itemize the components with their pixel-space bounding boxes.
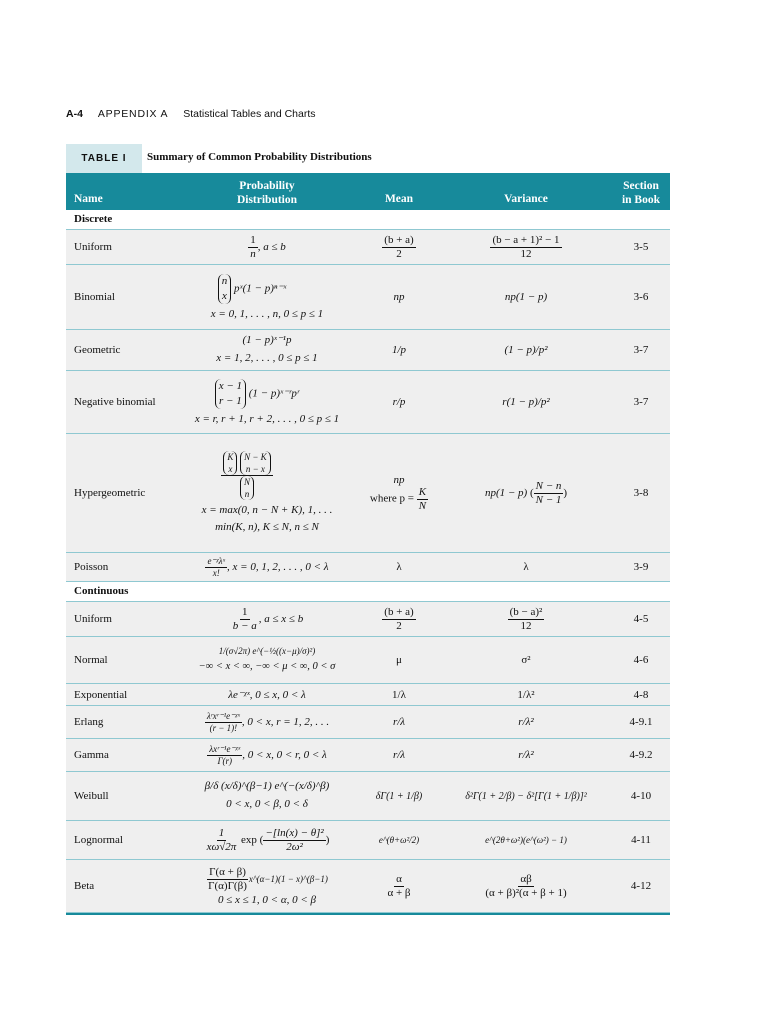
distribution-table: [66, 173, 670, 915]
row-section: 3-6: [633, 291, 649, 303]
row-mean: λ: [396, 561, 402, 573]
row-mean: δΓ(1 + 1/β): [375, 790, 423, 802]
table-row: [66, 821, 670, 860]
table-row: [66, 553, 670, 582]
row-mean: e^(θ+ω²/2): [378, 835, 420, 845]
row-variance: λ: [523, 561, 529, 573]
row-section: 3-7: [633, 344, 649, 356]
table-row: [66, 772, 670, 821]
table-title: Summary of Common Probability Distributions: [147, 151, 372, 163]
row-distribution: $\frac{\text{λʳxʳ⁻¹e⁻ᵡˣ}}{(r - 1)!}$ , 0 < x, r = 1, 2, . . .: [206, 711, 330, 733]
col-mean: Mean: [384, 193, 414, 205]
row-name: Binomial: [74, 291, 115, 303]
row-mean: μ: [396, 654, 402, 666]
row-name: Uniform: [74, 241, 112, 253]
row-variance: $\frac{\text{(b − a + 1)² − 1}}{12}$: [492, 233, 560, 260]
page-number: A-4: [66, 108, 83, 120]
row-name: Poisson: [74, 561, 109, 573]
row-name: Erlang: [74, 716, 104, 728]
row-distribution: β/δ (x/δ)^(β−1) e^(−(x/δ)^β) 0 < x, 0 < β, 0 < δ: [204, 780, 330, 810]
row-section: 4-12: [630, 880, 652, 892]
col-distribution: [176, 179, 358, 207]
row-variance: np(1 − p): [504, 291, 548, 303]
row-name: Gamma: [74, 749, 109, 761]
col-section-line1: Section: [623, 180, 659, 192]
col-section-line2: in Book: [621, 194, 661, 206]
row-name: Hypergeometric: [74, 487, 146, 499]
row-section: 4-9.2: [629, 749, 653, 761]
row-name: Weibull: [74, 790, 109, 802]
table-row: [66, 230, 670, 265]
row-distribution: $\frac{1}{x\omega√2\pi}$ exp ( $\frac{\text{−[ln(x) − θ]²}}{\text{2ω²}}$ ): [206, 826, 330, 853]
row-variance: np(1 − p) ( $\frac{N - n}{N - 1}$ ): [484, 479, 568, 506]
row-name: Geometric: [74, 344, 121, 356]
row-variance: r/λ²: [518, 749, 534, 761]
row-section: 4-8: [633, 688, 649, 701]
table-row: [66, 371, 670, 434]
row-mean: $\frac{(b + a)}{2}$: [384, 233, 414, 260]
section-discrete: Discrete: [66, 210, 670, 230]
row-variance: 1/λ²: [517, 688, 535, 701]
table-row: [66, 684, 670, 706]
row-distribution: n x pˣ(1 − p)ⁿ⁻ˣ x = 0, 1, . . . , n, 0 ≤ p ≤ 1: [210, 275, 324, 320]
row-distribution: $\frac{1}{b - a}$ , a ≤ x ≤ b: [232, 605, 304, 632]
row-name: Normal: [74, 654, 108, 666]
row-distribution: $\frac{\Gamma(\alpha + \beta)}{\Gamma(\alpha)\Gamma(\beta)}$ x^(α−1)(1 − x)^(β−1) 0 ≤ x ≤ 1, 0 < α, 0 < β: [208, 865, 328, 907]
table-row: [66, 330, 670, 371]
row-mean: np: [393, 291, 405, 303]
table-label: TABLE I: [66, 144, 142, 173]
row-distribution: $\frac{\text{λxʳ⁻¹e⁻ᵡˣ}}{\Gamma(r)}$ , 0 < x, 0 < r, 0 < λ: [209, 744, 327, 766]
row-section: 3-7: [633, 396, 649, 408]
row-section: 4-5: [633, 613, 649, 625]
row-distribution: $\frac{1}{n}$ , a ≤ b: [250, 233, 286, 260]
table-row: [66, 602, 670, 637]
table-row: [66, 265, 670, 330]
table-row: [66, 637, 670, 684]
row-mean: np where p = $\frac{K}{N}$: [369, 473, 427, 512]
row-distribution: (1 − p)ˣ⁻¹p x = 1, 2, . . . , 0 ≤ p ≤ 1: [216, 334, 318, 364]
row-name: Uniform: [74, 613, 112, 625]
row-mean: r/λ: [392, 749, 406, 761]
row-mean: 1/λ: [392, 688, 406, 701]
row-mean: $\frac{(b + a)}{2}$: [384, 605, 414, 632]
row-variance: $\frac{\text{(b − a)²}}{12}$: [509, 605, 543, 632]
col-distribution-line2: Distribution: [236, 194, 298, 206]
table-row: [66, 739, 670, 772]
row-variance: δ²Γ(1 + 2/β) − δ²[Γ(1 + 1/β)]²: [465, 790, 587, 802]
row-distribution: 1/(σ√2π) e^(−½((x−μ)/σ)²) −∞ < x < ∞, −∞ < μ < ∞, 0 < σ: [198, 646, 336, 672]
table-bottom-rule: [66, 913, 670, 915]
row-distribution: x − 1 r − 1 (1 − p)ˣ⁻ʳpʳ x = r, r + 1, r + 2, . . . , 0 ≤ p ≤ 1: [194, 380, 340, 425]
row-variance: (1 − p)/p²: [504, 344, 548, 356]
row-section: 3-5: [633, 241, 649, 253]
row-variance: $\frac{\alpha\beta}{\text{(α + β)²(α + β + 1)}}$: [485, 872, 567, 899]
row-distribution: $\frac{\text{e⁻ᵡλˣ}}{x!}$ , x = 0, 1, 2, . . . , 0 < λ: [207, 556, 329, 578]
row-mean: r/p: [392, 396, 406, 408]
table-row: [66, 706, 670, 739]
section-continuous: Continuous: [66, 582, 670, 602]
table-header: [66, 173, 670, 210]
table-row: [66, 860, 670, 913]
row-name: Beta: [74, 880, 95, 892]
running-head: [66, 108, 316, 120]
row-mean: r/λ: [392, 716, 406, 728]
col-variance: Variance: [504, 193, 548, 205]
row-variance: r/λ²: [518, 716, 534, 728]
col-name: Name: [74, 193, 103, 205]
table-row: [66, 434, 670, 553]
row-section: 3-9: [633, 561, 649, 573]
row-variance: r(1 − p)/p²: [502, 396, 550, 408]
col-distribution-line1: Probability: [239, 180, 295, 192]
row-section: 4-9.1: [629, 716, 653, 728]
appendix-label: APPENDIX A: [97, 108, 169, 120]
row-section: 4-11: [631, 834, 651, 846]
row-variance: e^(2θ+ω²)(e^(ω²) − 1): [485, 835, 567, 845]
row-distribution: K x N − K n − x N n x = max(0, n − N + K), 1, . . . min(K, n), K ≤ N, n ≤ N: [201, 451, 333, 533]
section-title: Statistical Tables and Charts: [183, 108, 316, 120]
row-section: 4-6: [633, 654, 649, 666]
col-section: [612, 179, 670, 207]
row-name: Negative binomial: [74, 396, 156, 408]
row-section: 4-10: [630, 790, 652, 802]
row-name: Exponential: [74, 688, 128, 701]
row-section: 3-8: [633, 487, 649, 499]
row-name: Lognormal: [74, 834, 123, 846]
row-mean: $\frac{\alpha}{\alpha + \beta}$: [387, 872, 411, 899]
row-mean: 1/p: [391, 344, 407, 356]
row-variance: σ²: [521, 654, 531, 666]
row-distribution: λe⁻ᵡˣ, 0 ≤ x, 0 < λ: [228, 689, 306, 701]
